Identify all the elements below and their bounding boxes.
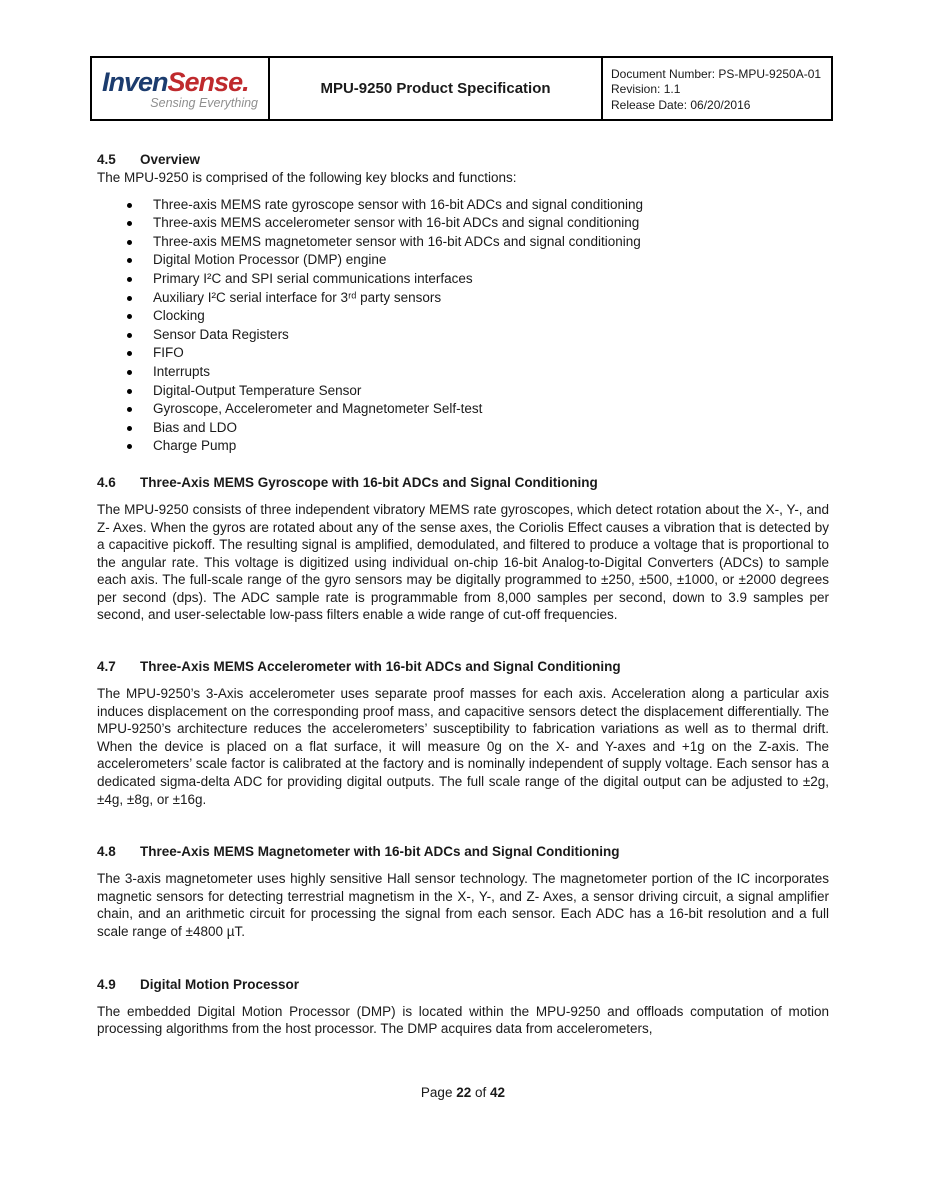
footer-page-number: 22 (456, 1085, 472, 1100)
list-item (127, 363, 829, 382)
bullet-icon (127, 351, 132, 356)
list-item-label: Three-axis MEMS magnetometer sensor with 16-bit ADCs and signal conditioning (153, 233, 641, 249)
bullet-icon (127, 444, 132, 449)
list-item (127, 233, 829, 252)
section-4-7-body: The MPU-9250’s 3-Axis accelerometer uses separate proof masses for each axis. Acceleration along a particular axis induces displacement on the corresponding proof mass, and capacitive sensors detect the displacement differentially. The MPU-9250’s architecture reduces the accelerometers’ susceptibility to fabrication variations as well as to thermal drift. When the device is placed on a flat surface, it will measure 0g on the X- and Y-axes and +1g on the Z-axis. The accelerometers’ scale factor is calibrated at the factory and is nominally independent of supply voltage. Each sensor has a dedicated sigma-delta ADC for providing digital outputs. The full scale range of the digital output can be adjusted to ±2g, ±4g, ±8g, or ±16g. (97, 686, 829, 807)
document-title: MPU-9250 Product Specification (270, 58, 603, 119)
document-body (97, 0, 829, 1038)
section-heading-4-7 (97, 658, 829, 676)
list-item-label: Clocking (153, 308, 205, 324)
bullet-icon (127, 370, 132, 375)
section-title: Three-Axis MEMS Gyroscope with 16-bit ADCs and Signal Conditioning (140, 474, 598, 490)
list-item-label: Three-axis MEMS accelerometer sensor with 16-bit ADCs and signal conditioning (153, 215, 640, 231)
list-item-label: Bias and LDO (153, 419, 238, 435)
bullet-icon (127, 426, 132, 431)
list-item (127, 196, 829, 215)
list-item-label: Interrupts (153, 363, 211, 379)
list-item (127, 289, 829, 308)
list-item (127, 400, 829, 419)
document-number: Document Number: PS-MPU-9250A-01 (611, 66, 822, 81)
bullet-icon (127, 258, 132, 263)
section-number: 4.5 (97, 152, 116, 167)
bullet-icon (127, 407, 132, 412)
logo-text-inven: Inven (102, 66, 168, 97)
list-item-label: Auxiliary I²C serial interface for 3ʳᵈ party sensors (153, 289, 442, 305)
section-heading-4-6 (97, 474, 829, 492)
list-item-label: Gyroscope, Accelerometer and Magnetometer Self-test (153, 401, 483, 417)
list-item (127, 307, 829, 326)
logo-tagline: Sensing Everything (150, 95, 258, 110)
section-number: 4.6 (97, 474, 116, 490)
list-item (127, 270, 829, 289)
section-number: 4.9 (97, 976, 116, 992)
section-4-8-body: The 3-axis magnetometer uses highly sensitive Hall sensor technology. The magnetometer portion of the IC incorporates magnetic sensors for detecting terrestrial magnetism in the X-, Y-, and Z- Axes, a sensor driving circuit, a signal amplifier chain, and an arithmetic circuit for processing the signal from each sensor. Each ADC has a 16-bit resolution and a full scale range of ±4800 µT. (97, 871, 829, 939)
list-item (127, 419, 829, 438)
bullet-icon (127, 277, 132, 282)
page-footer (0, 1085, 926, 1100)
bullet-icon (127, 314, 132, 319)
bullet-icon (127, 240, 132, 245)
section-4-6-body: The MPU-9250 consists of three independent vibratory MEMS rate gyroscopes, which detect rotation about the X-, Y-, and Z- Axes. When the gyros are rotated about any of the sense axes, the Coriolis Effect causes a vibration that is detected by a capacitive pickoff. The resulting signal is amplified, demodulated, and filtered to produce a voltage that is proportional to the angular rate. This voltage is digitized using individual on-chip 16-bit Analog-to-Digital Converters (ADCs) to sample each axis. The full-scale range of the gyro sensors may be digitally programmed to ±250, ±500, ±1000, or ±2000 degrees per second (dps). The ADC sample rate is programmable from 8,000 samples per second, down to 3.9 samples per second, and user-selectable low-pass filters enable a wide range of cut-off frequencies. (97, 501, 829, 623)
list-item-label: Three-axis MEMS rate gyroscope sensor with 16-bit ADCs and signal conditioning (153, 196, 643, 212)
list-item (127, 437, 829, 456)
bullet-icon (127, 203, 132, 208)
section-title: Overview (140, 152, 201, 167)
list-item-label: FIFO (153, 345, 184, 361)
section-heading-4-5 (97, 151, 829, 169)
list-item-label: Sensor Data Registers (153, 326, 289, 342)
list-item (127, 214, 829, 233)
bullet-icon (127, 296, 132, 301)
bullet-icon (127, 333, 132, 338)
section-number: 4.7 (97, 659, 116, 675)
list-item (127, 344, 829, 363)
section-title: Digital Motion Processor (140, 976, 300, 992)
section-title: Three-Axis MEMS Accelerometer with 16-bit ADCs and Signal Conditioning (140, 659, 621, 675)
bullet-icon (127, 389, 132, 394)
footer-prefix: Page (420, 1085, 453, 1100)
logo-text-sense: Sense. (167, 66, 249, 97)
section-number: 4.8 (97, 844, 116, 860)
section-4-9-body: The embedded Digital Motion Processor (DMP) is located within the MPU-9250 and offloads computation of motion processing algorithms from the host processor. The DMP acquires data from accelerometers, (97, 1003, 829, 1037)
list-item-label: Charge Pump (153, 438, 237, 454)
list-item-label: Digital Motion Processor (DMP) engine (153, 252, 387, 268)
list-item (127, 326, 829, 345)
document-release-date: Release Date: 06/20/2016 (611, 97, 751, 112)
list-item (127, 251, 829, 270)
document-revision: Revision: 1.1 (611, 82, 681, 97)
section-4-5-intro: The MPU-9250 is comprised of the following key blocks and functions: (97, 170, 517, 185)
section-title: Three-Axis MEMS Magnetometer with 16-bit ADCs and Signal Conditioning (140, 844, 620, 860)
footer-of: of (475, 1085, 487, 1100)
bullet-icon (127, 221, 132, 226)
list-item-label: Digital-Output Temperature Sensor (153, 382, 362, 398)
footer-total-pages: 42 (490, 1085, 506, 1100)
list-item (127, 382, 829, 401)
overview-bullet-list (97, 196, 829, 456)
list-item-label: Primary I²C and SPI serial communications interfaces (153, 270, 473, 286)
section-heading-4-8 (97, 843, 829, 861)
section-heading-4-9 (97, 976, 829, 994)
